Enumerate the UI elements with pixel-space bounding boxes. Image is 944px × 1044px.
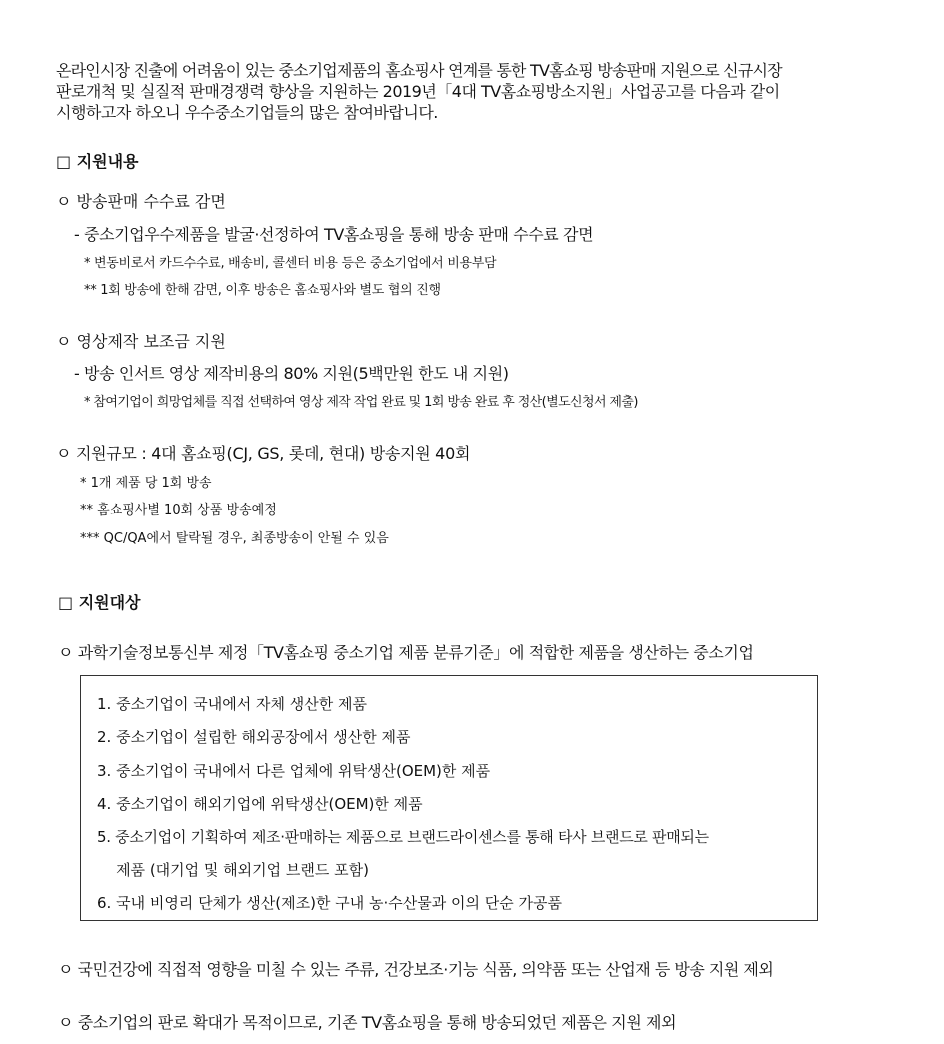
criteria-item-1: 1. 중소기업이 국내에서 자체 생산한 제품 (97, 695, 367, 713)
item-scale-note-1: * 1개 제품 당 1회 방송 (80, 476, 212, 491)
item-scale-title: ㅇ 지원규모 : 4대 홈쇼핑(CJ, GS, 롯데, 현대) 방송지원 40회 (56, 444, 471, 463)
criteria-item-5: 5. 중소기업이 기획하여 제조·판매하는 제품으로 브랜드라이센스를 통해 타사 브랜드로 판매되는 (97, 828, 709, 846)
item-video-subsidy-title: ㅇ 영상제작 보조금 지원 (56, 332, 226, 351)
item-fee-reduction-note-2: ** 1회 방송에 한해 감면, 이후 방송은 홈쇼핑사와 별도 협의 진행 (84, 283, 441, 298)
item-scale-note-3: *** QC/QA에서 탈락될 경우, 최종방송이 안될 수 있음 (80, 531, 389, 546)
item-video-subsidy-note-1: * 참여기업이 희망업체를 직접 선택하여 영상 제작 작업 완료 및 1회 방송 완료 후 정산(별도신청서 제출) (84, 395, 638, 410)
criteria-item-2: 2. 중소기업이 설립한 해외공장에서 생산한 제품 (97, 728, 411, 746)
item-fee-reduction-title: ㅇ 방송판매 수수료 감면 (56, 192, 226, 211)
exclusion-previously-aired: ㅇ 중소기업의 판로 확대가 목적이므로, 기존 TV홈쇼핑을 통해 방송되었던 제품은 지원 제외 (58, 1013, 677, 1032)
intro-line-3: 시행하고자 하오니 우수중소기업들의 많은 참여바랍니다. (56, 103, 438, 122)
target-criteria-line: ㅇ 과학기술정보통신부 제정「TV홈쇼핑 중소기업 제품 분류기준」에 적합한 제품을 생산하는 중소기업 (58, 643, 754, 662)
criteria-item-5-continued: 제품 (대기업 및 해외기업 브랜드 포함) (97, 861, 369, 879)
item-scale-note-2: ** 홈쇼핑사별 10회 상품 방송예정 (80, 503, 277, 518)
exclusion-health-products: ㅇ 국민건강에 직접적 영향을 미칠 수 있는 주류, 건강보조·기능 식품, 의약품 또는 산업재 등 방송 지원 제외 (58, 960, 774, 979)
item-fee-reduction-sub: - 중소기업우수제품을 발굴·선정하여 TV홈쇼핑을 통해 방송 판매 수수료 감면 (74, 225, 594, 244)
intro-line-2: 판로개척 및 실질적 판매경쟁력 향상을 지원하는 2019년「4대 TV홈쇼핑방소지원」사업공고를 다음과 같이 (56, 82, 780, 101)
criteria-item-6: 6. 국내 비영리 단체가 생산(제조)한 구내 농·수산물과 이의 단순 가공품 (97, 894, 562, 912)
section-heading-support-target: □ 지원대상 (58, 593, 141, 612)
item-video-subsidy-sub: - 방송 인서트 영상 제작비용의 80% 지원(5백만원 한도 내 지원) (74, 364, 509, 383)
intro-line-1: 온라인시장 진출에 어려움이 있는 중소기업제품의 홈쇼핑사 연계를 통한 TV홈쇼핑 방송판매 지원으로 신규시장 (56, 61, 782, 80)
criteria-item-4: 4. 중소기업이 해외기업에 위탁생산(OEM)한 제품 (97, 795, 423, 813)
item-fee-reduction-note-1: * 변동비로서 카드수수료, 배송비, 콜센터 비용 등은 중소기업에서 비용부담 (84, 256, 497, 271)
product-criteria-box (80, 675, 818, 921)
criteria-item-3: 3. 중소기업이 국내에서 다른 업체에 위탁생산(OEM)한 제품 (97, 762, 491, 780)
section-heading-support-content: □ 지원내용 (56, 152, 139, 171)
